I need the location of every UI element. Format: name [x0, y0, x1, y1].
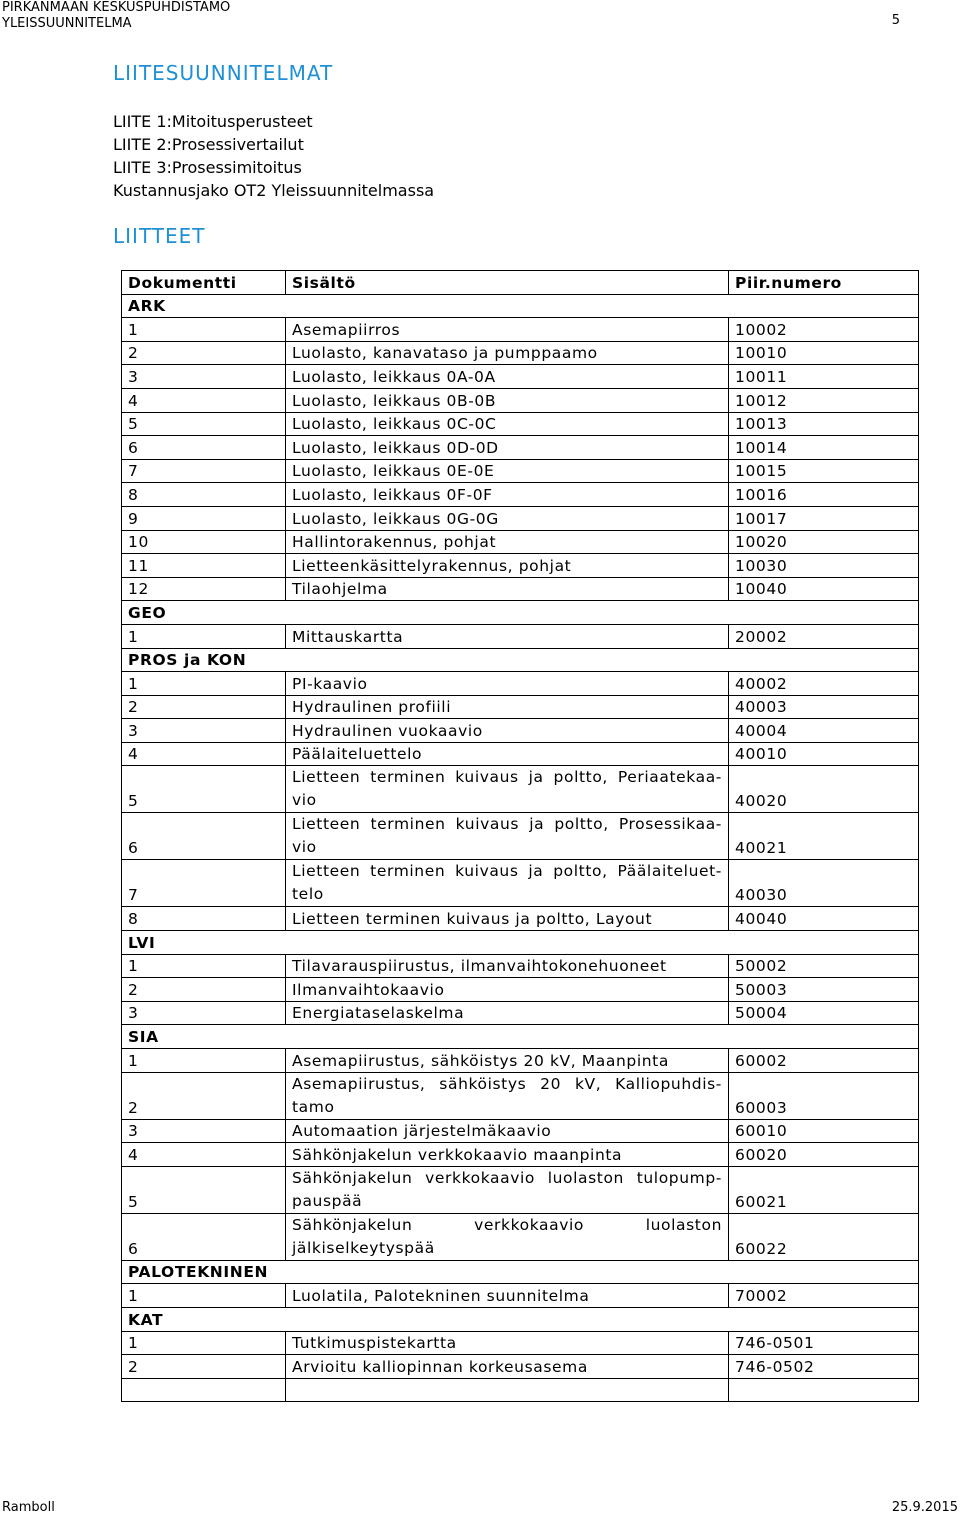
cell-piirnumero: 60002 [729, 1049, 919, 1073]
table-row [122, 554, 919, 578]
cell-dokumentti: 1 [122, 954, 286, 978]
cell-dokumentti: 4 [122, 742, 286, 766]
cell-sisalto: Hallintorakennus, pohjat [286, 530, 729, 554]
cell-piirnumero: 10030 [729, 554, 919, 578]
page-header [2, 0, 230, 32]
cell-sisalto: Luolasto, kanavataso ja pumppaamo [286, 341, 729, 365]
cell-piirnumero [729, 1378, 919, 1402]
cell-sisalto: Tilaohjelma [286, 577, 729, 601]
cell-sisalto: Luolasto, leikkaus 0G-0G [286, 506, 729, 530]
cell-piirnumero: 746-0501 [729, 1331, 919, 1355]
cell-sisalto: Luolasto, leikkaus 0A-0A [286, 365, 729, 389]
liite-item: LIITE 3:Prosessimitoitus [113, 158, 302, 177]
cell-sisalto: Lietteen terminen kuivaus ja poltto, Periaatekaa-vio [286, 766, 729, 813]
cell-dokumentti: 2 [122, 1355, 286, 1379]
liitesuunnitelmat-list [113, 110, 434, 202]
cell-sisalto: Asemapiirros [286, 318, 729, 342]
cell-piirnumero: 746-0502 [729, 1355, 919, 1379]
cell-piirnumero: 40004 [729, 719, 919, 743]
cell-sisalto: Arvioitu kalliopinnan korkeusasema [286, 1355, 729, 1379]
cell-piirnumero: 10002 [729, 318, 919, 342]
cell-sisalto: Sähkönjakelun verkkokaavio luolaston jälkiselkeytyspää [286, 1213, 729, 1260]
column-header-dokumentti: Dokumentti [122, 271, 286, 295]
cell-sisalto: Lietteenkäsittelyrakennus, pohjat [286, 554, 729, 578]
table-row [122, 1331, 919, 1355]
cell-piirnumero: 40010 [729, 742, 919, 766]
table-group-row [122, 1308, 919, 1332]
table-row [122, 483, 919, 507]
cell-sisalto: Asemapiirustus, sähköistys 20 kV, Kalliopuhdis-tamo [286, 1072, 729, 1119]
table-row [122, 954, 919, 978]
page-number: 5 [891, 13, 900, 28]
cell-sisalto: Tilavarauspiirustus, ilmanvaihtokonehuoneet [286, 954, 729, 978]
cell-piirnumero: 50002 [729, 954, 919, 978]
cell-piirnumero: 60003 [729, 1072, 919, 1119]
cell-piirnumero: 40020 [729, 766, 919, 813]
cell-dokumentti: 10 [122, 530, 286, 554]
cell-dokumentti: 6 [122, 436, 286, 460]
table-row [122, 1284, 919, 1308]
column-header-sisalto: Sisältö [286, 271, 729, 295]
cell-sisalto: PI-kaavio [286, 672, 729, 696]
cell-sisalto: Luolasto, leikkaus 0F-0F [286, 483, 729, 507]
cell-piirnumero: 10015 [729, 459, 919, 483]
table-row [122, 624, 919, 648]
cell-dokumentti: 7 [122, 860, 286, 907]
table-group-row [122, 648, 919, 672]
table-row [122, 1213, 919, 1260]
cell-sisalto: Sähkönjakelun verkkokaavio maanpinta [286, 1143, 729, 1167]
table-row [122, 388, 919, 412]
cell-dokumentti: 7 [122, 459, 286, 483]
cell-piirnumero: 10016 [729, 483, 919, 507]
table-row [122, 860, 919, 907]
liite-item: Kustannusjako OT2 Yleissuunnitelmassa [113, 181, 435, 200]
cell-dokumentti: 12 [122, 577, 286, 601]
cell-dokumentti: 11 [122, 554, 286, 578]
cell-dokumentti: 3 [122, 719, 286, 743]
cell-dokumentti: 5 [122, 766, 286, 813]
cell-sisalto: Lietteen terminen kuivaus ja poltto, Layout [286, 907, 729, 931]
cell-sisalto: Luolasto, leikkaus 0B-0B [286, 388, 729, 412]
table-row [122, 436, 919, 460]
cell-piirnumero: 60010 [729, 1119, 919, 1143]
table-row [122, 742, 919, 766]
cell-piirnumero: 40003 [729, 695, 919, 719]
cell-piirnumero: 40040 [729, 907, 919, 931]
cell-sisalto: Mittauskartta [286, 624, 729, 648]
table-row [122, 318, 919, 342]
cell-dokumentti: 5 [122, 1166, 286, 1213]
table-row [122, 577, 919, 601]
cell-dokumentti: 9 [122, 506, 286, 530]
cell-dokumentti: 1 [122, 1284, 286, 1308]
cell-sisalto: Luolasto, leikkaus 0E-0E [286, 459, 729, 483]
liitteet-heading: LIITTEET [113, 224, 206, 248]
cell-sisalto: Luolasto, leikkaus 0D-0D [286, 436, 729, 460]
cell-piirnumero: 10020 [729, 530, 919, 554]
table-row [122, 341, 919, 365]
cell-dokumentti: 3 [122, 1001, 286, 1025]
table-group-row [122, 931, 919, 955]
table-row [122, 766, 919, 813]
cell-piirnumero: 10012 [729, 388, 919, 412]
table-row [122, 1355, 919, 1379]
cell-dokumentti: 3 [122, 1119, 286, 1143]
cell-dokumentti: 8 [122, 483, 286, 507]
table-group-row [122, 1025, 919, 1049]
group-label: PROS ja KON [122, 648, 919, 672]
header-org: PIRKANMAAN KESKUSPUHDISTAMO [2, 0, 231, 15]
cell-piirnumero: 60022 [729, 1213, 919, 1260]
cell-dokumentti: 2 [122, 695, 286, 719]
liite-item: LIITE 1:Mitoitusperusteet [113, 112, 313, 131]
footer-date: 25.9.2015 [891, 1500, 958, 1515]
cell-dokumentti: 6 [122, 1213, 286, 1260]
cell-dokumentti: 8 [122, 907, 286, 931]
cell-piirnumero: 40030 [729, 860, 919, 907]
table-row [122, 459, 919, 483]
cell-piirnumero: 60021 [729, 1166, 919, 1213]
cell-sisalto: Hydraulinen vuokaavio [286, 719, 729, 743]
cell-piirnumero: 40021 [729, 813, 919, 860]
table-row [122, 695, 919, 719]
table-row [122, 412, 919, 436]
cell-piirnumero: 10013 [729, 412, 919, 436]
cell-dokumentti: 2 [122, 978, 286, 1002]
group-label: PALOTEKNINEN [122, 1260, 919, 1284]
cell-piirnumero: 10011 [729, 365, 919, 389]
group-label: KAT [122, 1308, 919, 1332]
cell-dokumentti: 1 [122, 672, 286, 696]
cell-sisalto: Tutkimuspistekartta [286, 1331, 729, 1355]
cell-dokumentti: 5 [122, 412, 286, 436]
cell-sisalto: Sähkönjakelun verkkokaavio luolaston tulopump-pauspää [286, 1166, 729, 1213]
table-group-row [122, 294, 919, 318]
table-row [122, 365, 919, 389]
cell-dokumentti: 1 [122, 1331, 286, 1355]
table-group-row [122, 601, 919, 625]
cell-sisalto: Hydraulinen profiili [286, 695, 729, 719]
cell-piirnumero: 20002 [729, 624, 919, 648]
footer-company: Ramboll [2, 1500, 55, 1515]
cell-dokumentti: 3 [122, 365, 286, 389]
cell-piirnumero: 10010 [729, 341, 919, 365]
group-label: ARK [122, 294, 919, 318]
table-row [122, 1119, 919, 1143]
cell-sisalto: Luolatila, Palotekninen suunnitelma [286, 1284, 729, 1308]
cell-piirnumero: 40002 [729, 672, 919, 696]
cell-dokumentti: 4 [122, 388, 286, 412]
cell-dokumentti: 6 [122, 813, 286, 860]
table-row [122, 1001, 919, 1025]
cell-sisalto: Automaation järjestelmäkaavio [286, 1119, 729, 1143]
table-row [122, 1072, 919, 1119]
cell-sisalto: Asemapiirustus, sähköistys 20 kV, Maanpinta [286, 1049, 729, 1073]
table-header-row [122, 271, 919, 295]
liitesuunnitelmat-heading: LIITESUUNNITELMAT [113, 61, 334, 85]
table-row [122, 530, 919, 554]
cell-dokumentti: 1 [122, 624, 286, 648]
cell-piirnumero: 10017 [729, 506, 919, 530]
cell-dokumentti: 1 [122, 1049, 286, 1073]
liite-item: LIITE 2:Prosessivertailut [113, 135, 304, 154]
table-row [122, 907, 919, 931]
group-label: GEO [122, 601, 919, 625]
cell-piirnumero: 70002 [729, 1284, 919, 1308]
table-row [122, 1166, 919, 1213]
cell-sisalto: Energiataselaskelma [286, 1001, 729, 1025]
cell-dokumentti: 2 [122, 341, 286, 365]
cell-sisalto: Lietteen terminen kuivaus ja poltto, Päälaiteluet-telo [286, 860, 729, 907]
table-row [122, 1049, 919, 1073]
table-group-row [122, 1260, 919, 1284]
liitteet-table [121, 270, 919, 1402]
cell-sisalto: Luolasto, leikkaus 0C-0C [286, 412, 729, 436]
cell-dokumentti: 4 [122, 1143, 286, 1167]
group-label: SIA [122, 1025, 919, 1049]
group-label: LVI [122, 931, 919, 955]
cell-sisalto: Lietteen terminen kuivaus ja poltto, Prosessikaa-vio [286, 813, 729, 860]
cell-piirnumero: 60020 [729, 1143, 919, 1167]
cell-sisalto [286, 1378, 729, 1402]
header-doc: YLEISSUUNNITELMA [2, 16, 132, 31]
cell-sisalto: Päälaiteluettelo [286, 742, 729, 766]
cell-piirnumero: 50003 [729, 978, 919, 1002]
cell-dokumentti [122, 1378, 286, 1402]
table-row [122, 719, 919, 743]
cell-piirnumero: 50004 [729, 1001, 919, 1025]
table-row [122, 672, 919, 696]
table-row [122, 813, 919, 860]
cell-piirnumero: 10014 [729, 436, 919, 460]
cell-sisalto: Ilmanvaihtokaavio [286, 978, 729, 1002]
cell-dokumentti: 1 [122, 318, 286, 342]
column-header-piirnumero: Piir.numero [729, 271, 919, 295]
cell-piirnumero: 10040 [729, 577, 919, 601]
table-row [122, 978, 919, 1002]
table-row [122, 1378, 919, 1402]
cell-dokumentti: 2 [122, 1072, 286, 1119]
table-row [122, 1143, 919, 1167]
table-row [122, 506, 919, 530]
